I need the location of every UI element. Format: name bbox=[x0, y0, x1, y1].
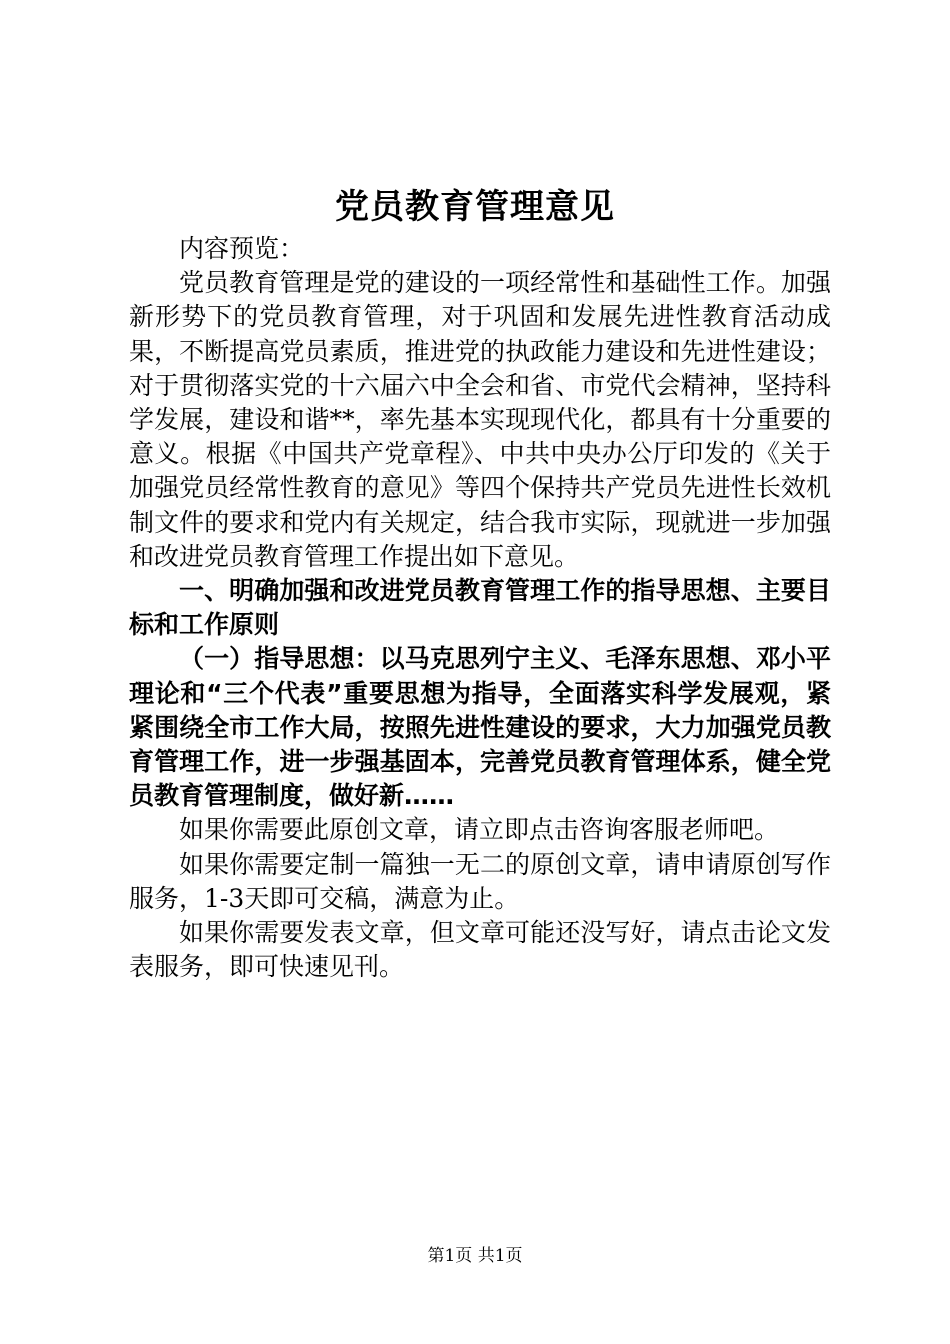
guiding-thought-paragraph: （一）指导思想：以马克思列宁主义、毛泽东思想、邓小平理论和“三个代表”重要思想为指导，全面落实科学发展观，紧紧围绕全市工作大局，按照先进性建设的要求，大力加强党员教育管理工作，进一步强基固本，完善党员教育管理体系，健全党员教育管理制度，做好新…… bbox=[129, 644, 831, 811]
preview-label: 内容预览： bbox=[179, 234, 305, 263]
document-title: 党员教育管理意见 bbox=[335, 187, 615, 227]
section-heading: 一、明确加强和改进党员教育管理工作的指导思想、主要目标和工作原则 bbox=[129, 576, 831, 640]
publish-service-paragraph[interactable]: 如果你需要发表文章，但文章可能还没写好，请点击论文发表服务，即可快速见刊。 bbox=[129, 918, 831, 982]
intro-paragraph: 党员教育管理是党的建设的一项经常性和基础性工作。加强新形势下的党员教育管理，对于巩固和发展先进性教育活动成果，不断提高党员素质，推进党的执政能力建设和先进性建设；对于贯彻落实党的十六届六中全会和省、市党代会精神，坚持科学发展，建设和谐**，率先基本实现现代化，都具有十分重要的意义。根据《中国共产党章程》、中共中央办公厅印发的《关于加强党员经常性教育的意见》等四个保持共产党员先进性长效机制文件的要求和党内有关规定，结合我市实际，现就进一步加强和改进党员教育管理工作提出如下意见。 bbox=[129, 268, 831, 571]
consult-link-paragraph[interactable]: 如果你需要此原创文章，请立即点击咨询客服老师吧。 bbox=[179, 815, 780, 845]
document-body bbox=[129, 232, 831, 984]
custom-writing-paragraph[interactable]: 如果你需要定制一篇独一无二的原创文章，请申请原创写作服务，1-3天即可交稿，满意为止。 bbox=[129, 849, 831, 913]
page-number-footer: 第1页 共1页 bbox=[427, 1246, 523, 1266]
